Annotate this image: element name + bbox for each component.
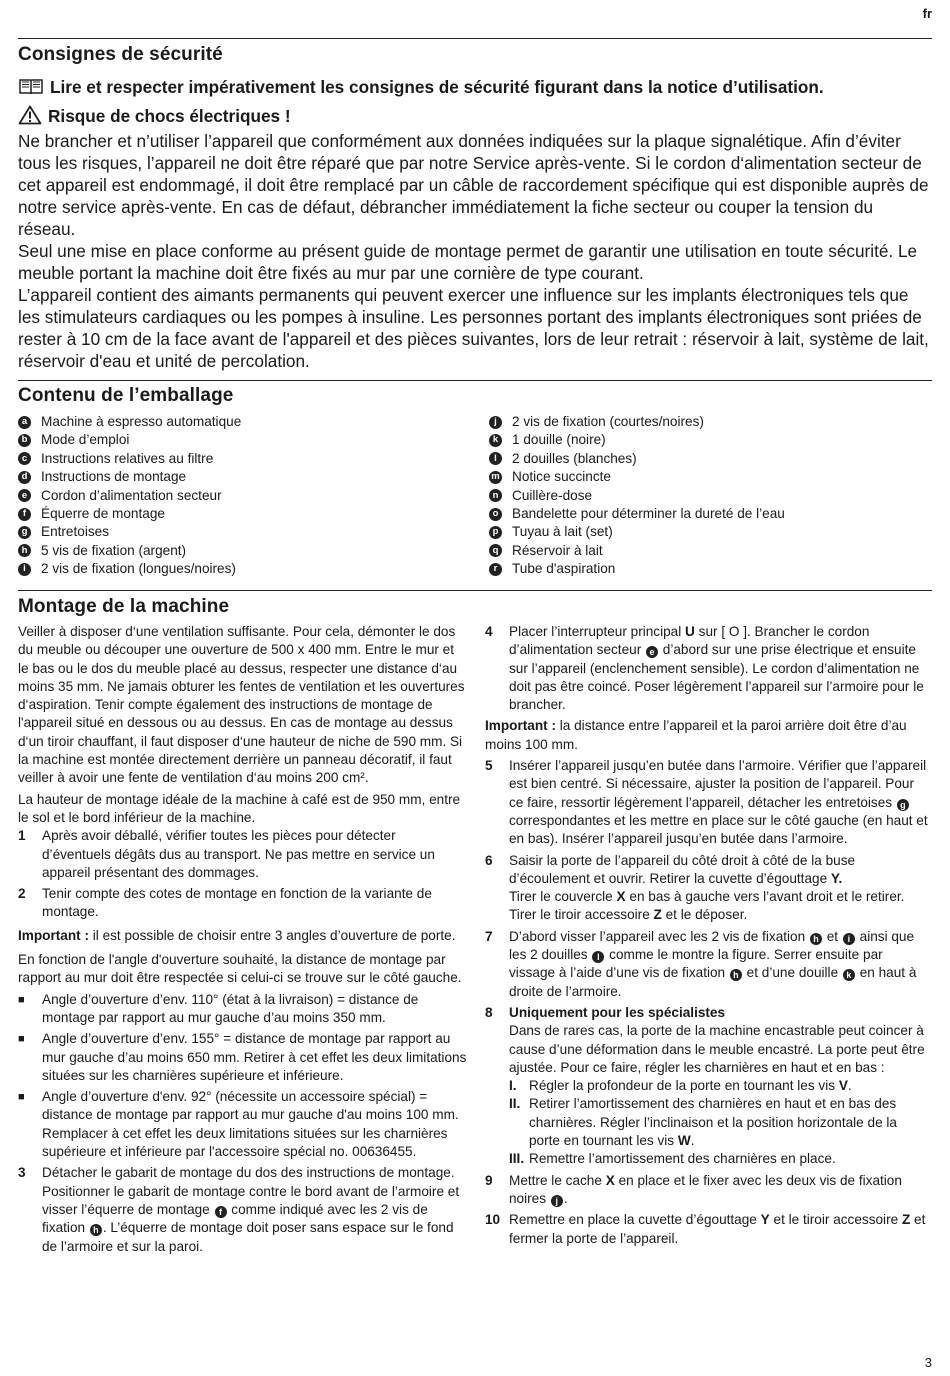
safety-section [18, 76, 932, 372]
safety-para-3: L’appareil contient des aimants permanents qui peuvent exercer une influence sur les implants électroniques tels que les stimulateurs cardiaques ou les pompes à insuline. Les personnes portant des implants électroniques sont priées de rester à 10 cm de la face avant de l'appareil et des pièces suivantes, lors de leur retrait : réservoir à lait, système de lait, réservoir d'eau et unité de percolation. [18, 285, 929, 371]
package-item [18, 450, 458, 468]
package-heading: Contenu de l’emballage [18, 385, 234, 406]
item-label: 5 vis de fixation (argent) [41, 542, 187, 558]
item-letter-badge: o [489, 508, 502, 521]
read-notice-text: Lire et respecter impérativement les consignes de sécurité figurant dans la notice d’utilisation. [50, 77, 824, 97]
part-g-badge: g [897, 799, 909, 811]
step-4: 4 Placer l’interrupteur principal U sur [ O ]. Brancher le cordon d’alimentation secteur e d’abord sur une prise électrique et ensuite sur l’appareil (enclenchement sensible). Le cordon d’alimentation ne doit pas être coincé. Poser légèrement l’appareil sur l’armoire pour le brancher. [485, 624, 924, 713]
warning-icon [18, 105, 42, 130]
step-6: 6 Saisir la porte de l’appareil du côté droit à côté de la buse d’écoulement et ouvrir. Retirer la cuvette d’égouttage Y. Tirer le couvercle X en bas à gauche vers l’avant droit et le retirer. Tirer le tiroir accessoire Z et le déposer. [485, 852, 905, 923]
safety-para-2: Seul une mise en place conforme au présent guide de montage permet de garantir une utilisation en toute sécurité. Le meuble portant la machine doit être fixés au mur par une cornière de type courant. [18, 241, 918, 283]
mount-heading: Montage de la machine [18, 596, 230, 617]
angle-option-110: ■ Angle d’ouverture d’env. 110° (état à la livraison) = distance de montage par rapport au mur gauche d’au moins 350 mm. [18, 991, 419, 1025]
item-label: Cordon d’alimentation secteur [41, 487, 222, 503]
item-label: Instructions de montage [41, 469, 187, 485]
mount-right-column [485, 623, 929, 1251]
item-label: Mode d’emploi [41, 432, 130, 448]
item-label: Entretoises [41, 524, 110, 540]
item-label: Bandelette pour déterminer la dureté de l’eau [512, 506, 785, 521]
item-label: Cuillère-dose [512, 487, 593, 503]
package-list-right [489, 413, 929, 579]
step-10: 10 Remettre en place la cuvette d’égouttage Y et le tiroir accessoire Z et fermer la porte de l’appareil. [485, 1212, 926, 1246]
part-f-badge: f [215, 1206, 227, 1218]
package-item [489, 468, 929, 486]
item-letter-badge: c [18, 452, 31, 465]
part-e-badge: e [646, 646, 658, 658]
item-letter-badge: r [489, 563, 502, 576]
item-letter-badge: e [18, 489, 31, 502]
package-item [489, 487, 929, 505]
item-letter-badge: q [489, 544, 502, 557]
package-item [489, 542, 929, 560]
intro-paragraph-1: Veiller à disposer d‘une ventilation suffisante. Pour cela, démonter le dos du meuble ou découper une ouverture de 500 x 400 mm. Entre le mur et le bas ou le dos du meuble placé au dessus, respecter une distance d‘au moins 35 mm. Ne jamais obturer les fentes de ventilation et les ouvertures d‘aspiration. Tenir compte également des instructions de montage de l'appareil situé en dessous ou au dessus. En cas de montage au dessus d‘un tiroir chauffant, il faut disposer d‘une hauteur de niche de 590 mm. Si la machine est montée directement derrière un panneau décoratif, il faut veiller à avoir une fente de ventilation d‘au moins 200 cm². [18, 624, 465, 786]
step-8-ii: II. Retirer l’amortissement des charnières en haut et en bas des charnières. Régler l’inclinaison et la position horizontale de la porte en tournant les vis W. [509, 1096, 897, 1149]
mount-left-column [18, 623, 467, 1259]
item-letter-badge: d [18, 471, 31, 484]
package-item [18, 505, 458, 523]
item-label: 2 douilles (blanches) [512, 450, 637, 466]
item-letter-badge: p [489, 526, 502, 539]
package-item [489, 523, 929, 541]
item-label: Instructions relatives au filtre [41, 450, 214, 466]
important-note-2: Important : la distance entre l’appareil et la paroi arrière doit être d’au moins 100 mm. [485, 718, 907, 752]
package-item [18, 468, 458, 486]
item-letter-badge: h [18, 544, 31, 557]
item-letter-badge: f [18, 508, 31, 521]
package-item [489, 560, 929, 578]
step-8-iii: III. Remettre l’amortissement des charnières en place. [509, 1151, 836, 1167]
page-number: 3 [924, 1355, 932, 1370]
package-item [18, 542, 458, 560]
top-rule [18, 38, 932, 39]
angle-option-155: ■ Angle d’ouverture d’env. 155° = distance de montage par rapport au mur gauche d’au moins 650 mm. Retirer à cet effet les deux limitations situées sur les charnières supérieure et inférieure. [18, 1031, 467, 1083]
item-label: Machine à espresso automatique [41, 414, 242, 430]
step-8: 8 Uniquement pour les spécialistes Dans de rares cas, la porte de la machine encastrable peut coincer à cause d’une déformation dans le meuble encastré. La porte peut être ajustée. Pour ce faire, régler les charnières en haut et en bas : I. Régler la profondeur de la porte en tournant les vis V. II. Retirer l’amortissement des charnières en haut et en bas des charnières. Régler l’inclinaison et la position horizontale de la porte en tournant les vis W. III. Remettre l’amortissement des charnières en place. [485, 1004, 929, 1169]
shock-warning-text: Risque de chocs électriques ! [48, 106, 291, 126]
item-label: 2 vis de fixation (longues/noires) [41, 561, 236, 577]
safety-heading: Consignes de sécurité [18, 44, 223, 65]
step-1: 1 Après avoir déballé, vérifier toutes les pièces pour détecter d’éventuels dégâts dus au transport. Ne pas mettre en service un appareil présentant des dommages. [18, 828, 435, 880]
item-letter-badge: n [489, 489, 502, 502]
package-item [18, 431, 458, 449]
item-label: Notice succincte [512, 469, 611, 485]
package-item [489, 505, 929, 523]
package-rule [18, 380, 932, 381]
item-label: 1 douille (noire) [512, 432, 606, 448]
item-letter-badge: b [18, 434, 31, 447]
safety-para-1: Ne brancher et n’utiliser l’appareil que conformément aux données indiquées sur la plaque signalétique. Afin d’éviter tous les risques, l’appareil ne doit être réparé que par notre Service après-vente. Si le cordon d‘alimentation secteur de cet appareil est endommagé, il doit être remplacé par un câble de raccordement spécifique qui est disponible auprès de notre service après-vente. En cas de défaut, débrancher immédiatement la fiche secteur ou couper la tension du réseau. [18, 131, 929, 239]
item-letter-badge: l [489, 452, 502, 465]
item-letter-badge: k [489, 434, 502, 447]
item-label: Équerre de montage [41, 506, 165, 521]
package-item [18, 523, 458, 541]
item-letter-badge: g [18, 526, 31, 539]
step-2: 2 Tenir compte des cotes de montage en fonction de la variante de montage. [18, 886, 432, 920]
item-letter-badge: a [18, 416, 31, 429]
step-3: 3 Détacher le gabarit de montage du dos des instructions de montage. Positionner le gabarit de montage contre le bord avant de l’armoire et visser l’équerre de montage f comme indiqué avec les 2 vis de fixation h . L’équerre de montage doit poser sans espace sur le fond de l’armoire et sur la paroi. [18, 1165, 460, 1254]
mount-rule [18, 590, 932, 591]
package-item [18, 413, 458, 431]
angle-option-92: ■ Angle d’ouverture d'env. 92° (nécessite un accessoire spécial) = distance de montage par rapport au mur gauche d'au moins 100 mm. Remplacer à cet effet les deux limitations situées sur les charnières supérieure et inférieure par l'accessoire spécial no. 00636455. [18, 1089, 459, 1160]
item-letter-badge: i [18, 563, 31, 576]
step-5: 5 Insérer l’appareil jusqu’en butée dans l’armoire. Vérifier que l’appareil est bien centré. Si nécessaire, ajuster la position de l’appareil. Pour ce faire, ressortir légèrement l’appareil, détacher les entretoises g correspondantes et les mettre en place sur le côté gauche (en haut et en bas). Insérer l’appareil jusqu’en butée dans l’armoire. [485, 758, 928, 847]
package-item [18, 560, 458, 578]
step-8-i: I. Régler la profondeur de la porte en tournant les vis V. [509, 1078, 852, 1094]
package-item [18, 487, 458, 505]
package-list-left [18, 413, 458, 579]
item-letter-badge: m [489, 471, 502, 484]
package-item [489, 450, 929, 468]
step-9: 9 Mettre le cache X en place et le fixer avec les deux vis de fixation noires j . [485, 1172, 902, 1206]
language-code: fr [922, 6, 932, 21]
intro-paragraph-2: La hauteur de montage idéale de la machine à café est de 950 mm, entre le sol et le bord inférieur de la machine. [18, 791, 461, 825]
shock-warning-line [18, 105, 932, 130]
item-label: Tube d'aspiration [512, 561, 616, 577]
package-item [489, 413, 929, 431]
item-label: Réservoir à lait [512, 542, 603, 558]
item-label: 2 vis de fixation (courtes/noires) [512, 414, 704, 430]
item-label: Tuyau à lait (set) [512, 524, 613, 540]
angle-intro: En fonction de l'angle d'ouverture souhaité, la distance de montage par rapport au mur doit être respectée si celui-ci se trouve sur le côté gauche. [18, 952, 462, 986]
important-note-1: Important : il est possible de choisir entre 3 angles d’ouverture de porte. [18, 927, 456, 943]
book-icon [18, 78, 44, 101]
read-notice-line [18, 76, 932, 101]
item-letter-badge: j [489, 416, 502, 429]
step-7: 7 D’abord visser l’appareil avec les 2 vis de fixation h et i ainsi que les 2 douilles l comme le montre la figure. Serrer ensuite par vissage à l’aide d’une vis de fixation h et d’une douille k en haut à droite de l’armoire. [485, 928, 917, 999]
package-item [489, 431, 929, 449]
part-h-badge: h [90, 1224, 102, 1236]
